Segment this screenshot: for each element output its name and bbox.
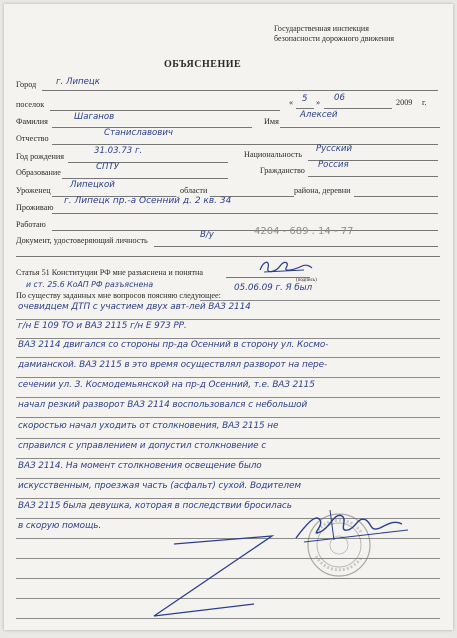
education-value: СПТУ <box>96 162 119 172</box>
statement-line-1: 05.06.09 г. Я был <box>234 283 313 293</box>
signature-caption: (подпись) <box>296 278 317 283</box>
agency-line-2: безопасности дорожного движения <box>274 34 395 43</box>
work-label: Работаю <box>16 220 46 229</box>
id-doc-number: 4204 - 689 . 14 - 77 <box>254 226 354 237</box>
statement-line-12: ВАЗ 2115 была девушка, которая в последствии бросилась <box>18 501 292 511</box>
date-close-quote: » <box>316 98 321 107</box>
questions-label: По существу заданных мне вопросов поясняю следующее: <box>16 291 221 300</box>
statement-line-10: ВАЗ 2114. На момент столкновения освещение было <box>18 461 262 471</box>
statement-line-9: справился с управлением и допустил столкновение с <box>18 441 266 451</box>
statement-line-3: г/н Е 109 ТО и ВАЗ 2115 г/н Е 973 РР. <box>18 321 187 331</box>
surname-label: Фамилия <box>16 117 48 126</box>
statement-line-5: дамианской. ВАЗ 2115 в это время осуществлял разворот на пере- <box>18 360 328 370</box>
statement-line-8: скоростью начал уходить от столкновения, ВАЗ 2115 не <box>18 421 279 431</box>
date-month: 06 <box>334 93 345 103</box>
citizenship-label: Гражданство <box>260 166 305 175</box>
date-year-suffix: г. <box>422 98 427 107</box>
city-value: г. Липецк <box>56 77 100 87</box>
village-label: поселок <box>16 100 45 109</box>
id-doc-value: В/у <box>200 230 214 240</box>
surname-value: Шаганов <box>74 112 115 122</box>
nationality-label: Национальность <box>244 150 302 159</box>
education-label: Образование <box>16 168 61 177</box>
article-text: Статья 51 Конституции РФ мне разъяснена и понятна <box>16 268 204 277</box>
statement-line-11: искусственным, проезжая часть (асфальт) сухой. Водителем <box>18 481 301 491</box>
birth-year-label: Год рождения <box>16 152 65 161</box>
signature-large <box>290 502 420 548</box>
citizenship-value: Россия <box>318 160 349 170</box>
statement-line-6: сечении ул. З. Космодемьянской на пр-д Осенний, т.е. ВАЗ 2115 <box>18 380 315 390</box>
date-open-quote: « <box>289 98 294 107</box>
statement-line-4: ВАЗ 2114 двигался со стороны пр-да Осенний в сторону ул. Космо- <box>18 340 329 350</box>
statement-line-13: в скорую помощь. <box>18 521 102 531</box>
id-doc-label: Документ, удостоверяющий личность <box>16 236 148 245</box>
statement-line-7: начал резкий разворот ВАЗ 2114 воспользовался с небольшой <box>18 400 308 410</box>
statement-line-2: очевидцем ДТП с участием двух авт-лей ВАЗ 2114 <box>18 302 251 312</box>
region-label: области <box>180 186 208 195</box>
residence-label: Проживаю <box>16 203 54 212</box>
agency-line-1: Государственная инспекция <box>274 24 369 33</box>
kap-intro: и ст. 25.6 КоАП РФ разъяснена <box>26 280 154 289</box>
name-label: Имя <box>264 117 279 126</box>
explanation-form-page <box>4 4 453 630</box>
nationality-value: Русский <box>316 144 353 154</box>
name-value: Алексей <box>300 110 338 120</box>
residence-value: г. Липецк пр.-а Осенний д. 2 кв. 34 <box>64 196 232 206</box>
native-label: Уроженец <box>16 186 51 195</box>
date-day: 5 <box>302 94 308 104</box>
patronymic-label: Отчество <box>16 134 49 143</box>
birth-year-value: 31.03.73 г. <box>94 146 143 156</box>
native-value: Липецкой <box>70 180 115 190</box>
patronymic-value: Станиславович <box>104 128 174 138</box>
district-label: района, деревни <box>294 186 351 195</box>
date-year: 2009 <box>396 98 413 107</box>
city-label: Город <box>16 80 37 89</box>
document-title: ОБЪЯСНЕНИЕ <box>164 59 242 70</box>
